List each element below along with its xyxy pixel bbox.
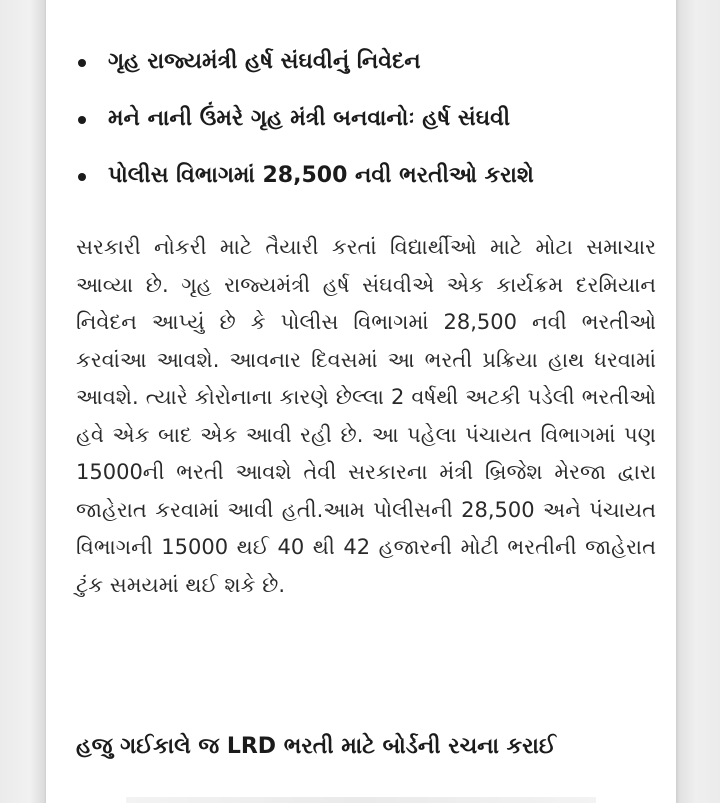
- highlight-text: પોલીસ વિભાગમાં 28,500 નવી ભરતીઓ કરાશે: [108, 163, 534, 188]
- bullet-dot-icon: [78, 59, 86, 67]
- highlight-text: મને નાની ઉંમરે ગૃહ મંત્રી બનવાનોઃ હર્ષ સંઘવી: [108, 106, 511, 131]
- bullet-dot-icon: [78, 173, 86, 181]
- highlight-text: ગૃહ રાજ્યમંત્રી હર્ષ સંઘવીનું નિવેદન: [108, 49, 421, 74]
- highlights-list: [68, 44, 658, 215]
- bullet-dot-icon: [78, 116, 86, 124]
- highlight-item: [68, 44, 658, 101]
- divider: [126, 797, 596, 803]
- highlight-item: [68, 158, 658, 215]
- highlight-item: [68, 101, 658, 158]
- article-body: સરકારી નોકરી માટે તૈયારી કરતાં વિદ્યાર્થીઓ માટે મોટા સમાચાર આવ્યા છે. ગૃહ રાજ્યમંત્રી હર્ષ સંઘવીએ એક કાર્યક્રમ દરમિયાન નિવેદન આપ્યું છે કે પોલીસ વિભાગમાં 28,500 નવી ભરતીઓ કરવાંઆ આવશે. આવનાર દિવસમાં આ ભરતી પ્રક્રિયા હાથ ધરવામાં આવશે. ત્યારે કોરોનાના કારણે છેલ્લા 2 વર્ષથી અટકી પડેલી ભરતીઓ હવે એક બાદ એક આવી રહી છે. આ પહેલા પંચાયત વિભાગમાં પણ 15000ની ભરતી આવશે તેવી સરકારના મંત્રી બ્રિજેશ મેરજા દ્વારા જાહેરાત કરવામાં આવી હતી.આમ પોલીસની 28,500 અને પંચાયત વિભાગની 15000 થઈ 40 થી 42 હજારની મોટી ભરતીની જાહેરાત ટુંક સમયમાં થઈ શકે છે.: [76, 235, 656, 597]
- article-content: [46, 0, 676, 803]
- section-subheading: હજુ ગઈકાલે જ LRD ભરતી માટે બોર્ડની રચના કરાઈ: [76, 734, 556, 759]
- left-margin: [0, 0, 46, 803]
- right-margin: [676, 0, 720, 803]
